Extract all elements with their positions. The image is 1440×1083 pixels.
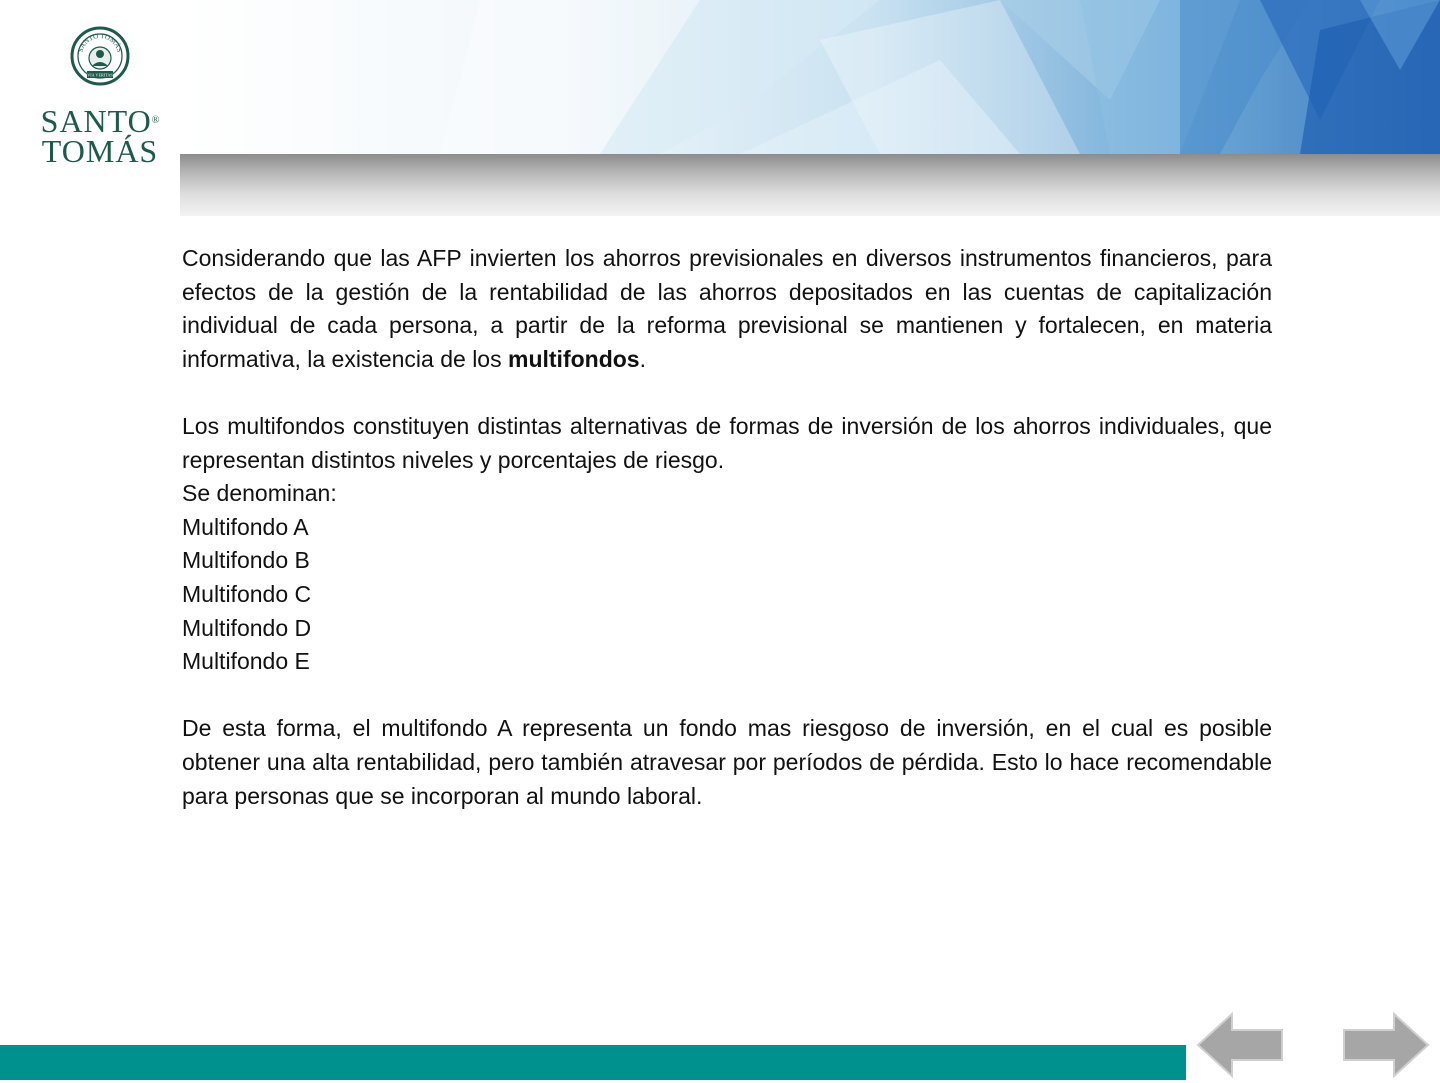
multifondos-bold: multifondos (508, 345, 640, 372)
list-item-fund-b: Multifondo B (182, 547, 310, 574)
list-heading: Se denominan: (182, 480, 337, 507)
multifondos-paragraph: Los multifondos constituyen distintas alternativas de formas de inversión de los ahorros individuales, que representan distintos niveles y porcentajes de riesgo. (182, 412, 1272, 473)
santo-tomas-logo (30, 26, 170, 169)
risk-paragraph: De esta forma, el multifondo A representa un fondo mas riesgoso de inversión, en el cual es posible obtener una alta rentabilidad, pero también atravesar por períodos de pérdida. Esto lo hace recomendable para personas que se incorporan al mundo laboral. (182, 715, 1272, 809)
santo-tomas-seal-icon (70, 26, 130, 86)
svg-text:SANTO TOMÁS: SANTO TOMÁS (76, 31, 124, 54)
logo-line-santo: SANTO® (40, 103, 160, 139)
list-item-fund-e: Multifondo E (182, 648, 310, 675)
arrow-right-icon (1342, 1012, 1430, 1078)
header-banner (180, 0, 1440, 154)
next-slide-button[interactable] (1342, 1012, 1430, 1083)
svg-text:VIA VERITAS: VIA VERITAS (87, 72, 113, 78)
logo-line-tomas: TOMÁS (41, 133, 159, 169)
intro-paragraph: Considerando que las AFP invierten los ahorros previsionales en diversos instrumentos financieros, para efectos de la gestión de la rentabilidad de las ahorros depositados en las cuentas de capitalización individual de cada persona, a partir de la reforma previsional se mantienen y fortalecen, en materia informativa, la existencia de los multifondos. (182, 245, 1272, 372)
title-band (180, 154, 1440, 216)
list-item-fund-a: Multifondo A (182, 513, 309, 540)
registered-mark: ® (151, 115, 160, 126)
list-item-fund-d: Multifondo D (182, 614, 312, 641)
fund-list (182, 511, 1272, 679)
previous-slide-button[interactable] (1196, 1012, 1284, 1083)
list-item-fund-c: Multifondo C (182, 580, 312, 607)
slide-content (182, 242, 1272, 813)
footer-bar (0, 1045, 1186, 1080)
arrow-left-icon (1196, 1012, 1284, 1078)
